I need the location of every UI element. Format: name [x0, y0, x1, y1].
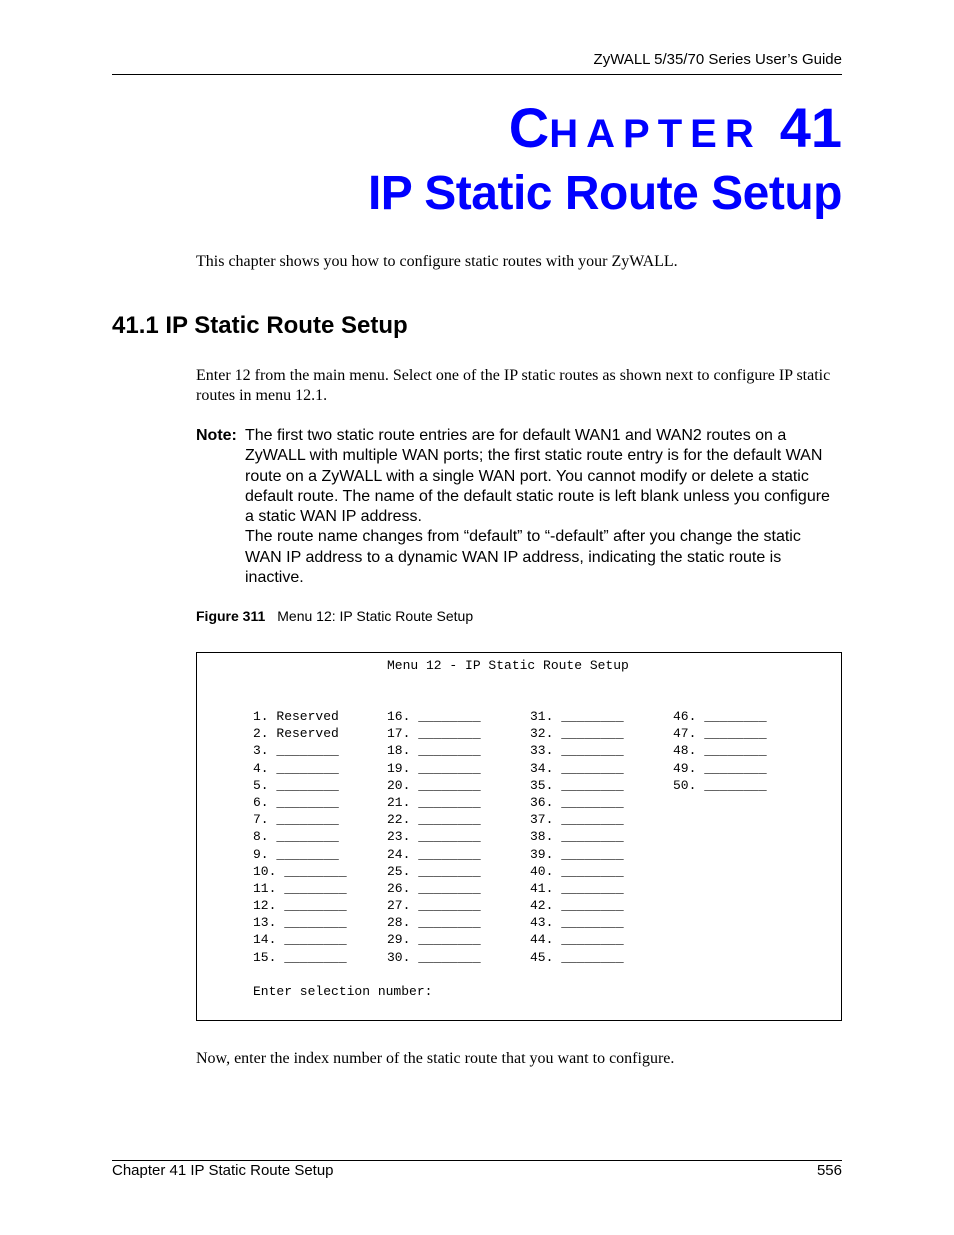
route-entry: 35. ________ — [530, 777, 624, 793]
chapter-number: 41 — [779, 96, 842, 159]
route-entry: 24. ________ — [387, 846, 481, 862]
route-entry: 2. Reserved — [253, 726, 339, 742]
figure-caption — [196, 608, 473, 624]
chapter-label-initial: C — [508, 96, 550, 159]
route-entry: 44. ________ — [530, 932, 624, 948]
intro-paragraph: This chapter shows you how to configure static routes with your ZyWALL. — [196, 253, 678, 270]
closing-paragraph: Now, enter the index number of the static route that you want to configure. — [196, 1050, 675, 1067]
note-text-2: The route name changes from “default” to “-default” after you change the static WAN IP address to a dynamic WAN IP address, indicating the static route is inactive. — [245, 528, 801, 587]
header-rule — [112, 74, 842, 75]
route-entry: 25. ________ — [387, 863, 481, 879]
route-column-2 — [387, 708, 481, 966]
route-entry: 42. ________ — [530, 898, 624, 914]
chapter-title: IP Static Route Setup — [367, 167, 842, 220]
route-entry: 20. ________ — [387, 777, 481, 793]
route-entry: 11. ________ — [253, 880, 347, 896]
note-label: Note: — [196, 427, 237, 444]
section-heading: 41.1 IP Static Route Setup — [112, 312, 408, 339]
route-entry: 1. Reserved — [253, 709, 339, 724]
route-entry: 23. ________ — [387, 829, 481, 845]
route-entry: 48. ________ — [673, 743, 767, 759]
note-body — [245, 426, 842, 588]
route-column-4 — [673, 708, 767, 794]
section-body: Enter 12 from the main menu. Select one of the IP static routes as shown next to configure IP static routes in menu 12.1. — [196, 367, 831, 404]
route-entry: 4. ________ — [253, 760, 339, 776]
route-entry: 37. ________ — [530, 812, 624, 828]
route-entry: 12. ________ — [253, 898, 347, 914]
route-entry: 50. ________ — [673, 777, 767, 793]
route-entry: 39. ________ — [530, 846, 624, 862]
figure-label: Figure 311 — [196, 608, 266, 624]
route-entry: 6. ________ — [253, 794, 339, 810]
chapter-label-rest: HAPTER — [549, 112, 762, 156]
route-column-1 — [253, 708, 347, 966]
note-text-1: The first two static route entries are for default WAN1 and WAN2 routes on a ZyWALL with multiple WAN ports; the first static route entry is for the default WAN route on a ZyWALL with a single WAN port. You cannot modify or delete a static default route. The name of the default static route is left blank unless you configure a static WAN IP address. — [245, 427, 830, 526]
route-entry: 3. ________ — [253, 743, 339, 759]
footer-chapter-title: Chapter 41 IP Static Route Setup — [112, 1162, 334, 1179]
note-block — [196, 426, 842, 588]
route-entry: 33. ________ — [530, 743, 624, 759]
route-entry: 10. ________ — [253, 863, 347, 879]
route-entry: 27. ________ — [387, 898, 481, 914]
menu-title: Menu 12 - IP Static Route Setup — [387, 658, 629, 673]
route-entry: 17. ________ — [387, 726, 481, 742]
route-entry: 41. ________ — [530, 880, 624, 896]
route-entry: 8. ________ — [253, 829, 339, 845]
route-entry: 19. ________ — [387, 760, 481, 776]
route-entry: 16. ________ — [387, 709, 481, 724]
route-entry: 32. ________ — [530, 726, 624, 742]
route-entry: 46. ________ — [673, 709, 767, 724]
route-column-3 — [530, 708, 624, 966]
route-entry: 29. ________ — [387, 932, 481, 948]
route-entry: 31. ________ — [530, 709, 624, 724]
route-entry: 38. ________ — [530, 829, 624, 845]
route-entry: 18. ________ — [387, 743, 481, 759]
figure-caption-text: Menu 12: IP Static Route Setup — [277, 608, 474, 624]
route-entry: 45. ________ — [530, 949, 624, 965]
route-entry: 28. ________ — [387, 915, 481, 931]
chapter-label — [508, 96, 842, 159]
page-number: 556 — [816, 1162, 842, 1179]
route-entry: 14. ________ — [253, 932, 347, 948]
route-entry: 21. ________ — [387, 794, 481, 810]
route-entry: 22. ________ — [387, 812, 481, 828]
route-entry: 40. ________ — [530, 863, 624, 879]
route-entry: 7. ________ — [253, 812, 339, 828]
route-entry: 43. ________ — [530, 915, 624, 931]
route-entry: 13. ________ — [253, 915, 347, 931]
terminal-screen — [196, 652, 842, 1021]
route-entry: 15. ________ — [253, 949, 347, 965]
route-entry: 30. ________ — [387, 949, 481, 965]
route-entry: 34. ________ — [530, 760, 624, 776]
route-entry: 49. ________ — [673, 760, 767, 776]
route-entry: 5. ________ — [253, 777, 339, 793]
route-entry: 9. ________ — [253, 846, 339, 862]
guide-title: ZyWALL 5/35/70 Series User’s Guide — [593, 51, 842, 68]
route-entry: 36. ________ — [530, 794, 624, 810]
footer-rule — [112, 1160, 842, 1161]
selection-prompt: Enter selection number: — [253, 984, 433, 999]
route-entry: 26. ________ — [387, 880, 481, 896]
route-entry: 47. ________ — [673, 726, 767, 742]
